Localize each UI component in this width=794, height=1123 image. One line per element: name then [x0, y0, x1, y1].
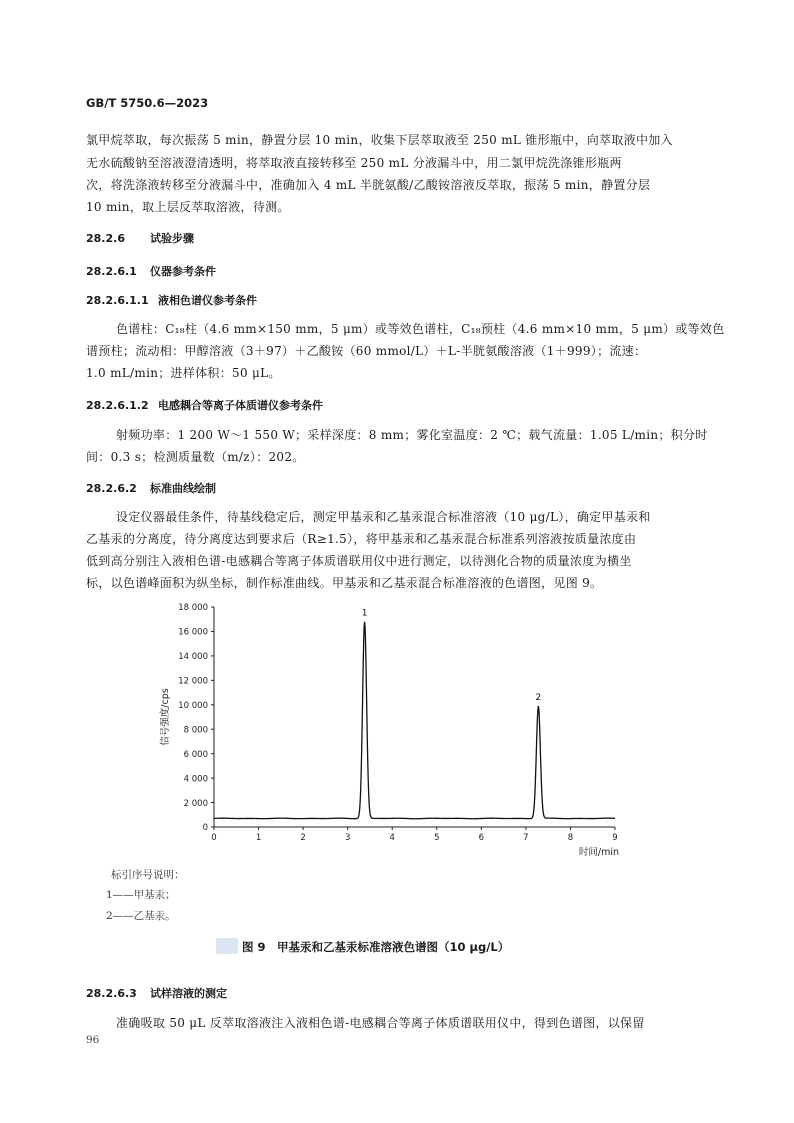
- chromatogram-trace: [214, 622, 615, 819]
- section-number: 28.2.6.2: [86, 482, 137, 495]
- x-tick-label: 2: [300, 833, 306, 843]
- x-tick-label: 6: [478, 833, 485, 843]
- section-title: 仪器参考条件: [150, 265, 216, 278]
- section-heading-28-2-6-3: [86, 985, 227, 1001]
- y-tick-label: 2 000: [183, 798, 208, 809]
- intro-line-1: 氯甲烷萃取，每次振荡 5 min，静置分层 10 min，收集下层萃取液至 250 mL 锥形瓶中，向萃取液中加入: [86, 133, 673, 147]
- intro-line-3: 次，将洗涤液转移至分液漏斗中，准确加入 4 mL 半胱氨酸/乙酸铵溶液反萃取，振荡 5 min，静置分层: [86, 178, 651, 192]
- intro-line-4: 10 min，取上层反萃取溶液，待测。: [86, 200, 290, 214]
- y-tick-label: 4 000: [183, 774, 208, 785]
- curve-line-1: 设定仪器最佳条件，待基线稳定后，测定甲基汞和乙基汞混合标准溶液（10 μg/L），确定甲基汞和: [116, 510, 651, 524]
- section-heading-28-2-6-1-2: [86, 397, 323, 413]
- labels-layer: [362, 609, 542, 703]
- y-tick-label: 10 000: [178, 700, 208, 711]
- curve-line-2: 乙基汞的分离度，待分离度达到要求后（R≥1.5），将甲基汞和乙基汞混合标准系列溶液按质量浓度由: [86, 532, 637, 546]
- section-number: 28.2.6.1.1: [86, 294, 149, 307]
- lc-conditions-line-2: 谱预柱；流动相：甲醇溶液（3＋97）＋乙酸铵（60 mmol/L）＋L-半胱氨酸溶液（1＋999）；流速：: [86, 344, 647, 358]
- figure-caption: 图 9 甲基汞和乙基汞标准溶液色谱图（10 μg/L）: [242, 940, 510, 954]
- y-tick-label: 6 000: [183, 749, 208, 760]
- series-layer: [214, 622, 615, 819]
- icpms-conditions-line-2: 间：0.3 s；检测质量数（m/z）：202。: [86, 450, 305, 464]
- section-number: 28.2.6.3: [86, 987, 137, 1000]
- curve-line-4: 标，以色谱峰面积为纵坐标，制作标准曲线。甲基汞和乙基汞混合标准溶液的色谱图，见图 9。: [86, 576, 603, 590]
- y-tick-label: 8 000: [183, 725, 208, 736]
- x-tick-label: 4: [389, 833, 395, 843]
- icpms-conditions-line-1: 射频功率：1 200 W～1 550 W；采样深度：8 mm；雾化室温度：2 ℃；载气流量：1.05 L/min；积分时: [116, 428, 708, 442]
- section-number: 28.2.6: [86, 232, 125, 245]
- x-tick-label: 0: [211, 833, 217, 843]
- standard-code: GB/T 5750.6—2023: [86, 96, 209, 110]
- y-tick-label: 0: [202, 823, 208, 834]
- peak-label: 2: [535, 693, 542, 703]
- section-heading-28-2-6: [86, 230, 194, 246]
- x-tick-label: 9: [612, 833, 618, 843]
- y-axis: [178, 603, 214, 833]
- curve-line-3: 低到高分别注入液相色谱-电感耦合等离子体质谱联用仪中进行测定，以待测化合物的质量浓度为横坐: [86, 554, 632, 568]
- section-title: 标准曲线绘制: [150, 482, 216, 495]
- x-tick-label: 8: [567, 833, 574, 843]
- x-tick-label: 3: [344, 833, 351, 843]
- x-axis-label: 时间/min: [578, 847, 619, 858]
- legend-title: 标引序号说明：: [111, 869, 185, 881]
- intro-line-2: 无水硫酸钠至溶液澄清透明，将萃取液直接转移至 250 mL 分液漏斗中，用二氯甲烷洗涤锥形瓶两: [86, 156, 622, 170]
- section-title: 试验步骤: [150, 232, 194, 245]
- section-heading-28-2-6-2: [86, 480, 216, 496]
- section-title: 试样溶液的测定: [150, 987, 227, 1000]
- section-heading-28-2-6-1: [86, 263, 216, 279]
- legend-item-2: 2——乙基汞。: [106, 910, 176, 922]
- y-tick-label: 18 000: [178, 603, 208, 614]
- x-axis: [211, 827, 617, 843]
- lc-conditions-line-1: 色谱柱：C₁₈柱（4.6 mm×150 mm，5 μm）或等效色谱柱，C₁₈预柱（4.6 mm×10 mm，5 μm）或等效色: [116, 322, 725, 336]
- lc-conditions-line-3: 1.0 mL/min；进样体积：50 μL。: [86, 366, 281, 380]
- x-tick-label: 1: [255, 833, 262, 843]
- legend-item-1: 1——甲基汞；: [106, 889, 176, 901]
- section-heading-28-2-6-1-1: [86, 292, 257, 308]
- section-number: 28.2.6.1.2: [86, 399, 149, 412]
- x-tick-label: 5: [434, 833, 440, 843]
- section-number: 28.2.6.1: [86, 265, 137, 278]
- section-title: 电感耦合等离子体质谱仪参考条件: [158, 399, 323, 412]
- sac-watermark-logo: [216, 938, 238, 954]
- y-tick-label: 12 000: [178, 676, 208, 687]
- y-axis-label: 信号强度/cps: [160, 688, 171, 746]
- peak-label: 1: [361, 608, 368, 619]
- y-tick-label: 16 000: [178, 627, 208, 638]
- page-number: 96: [86, 1034, 100, 1046]
- measure-line-1: 准确吸取 50 μL 反萃取溶液注入液相色谱-电感耦合等离子体质谱联用仪中，得到色谱图，以保留: [116, 1016, 645, 1030]
- x-tick-label: 7: [523, 833, 529, 843]
- section-title: 液相色谱仪参考条件: [158, 294, 257, 307]
- chromatogram-chart: [150, 598, 630, 864]
- y-tick-label: 14 000: [178, 652, 208, 663]
